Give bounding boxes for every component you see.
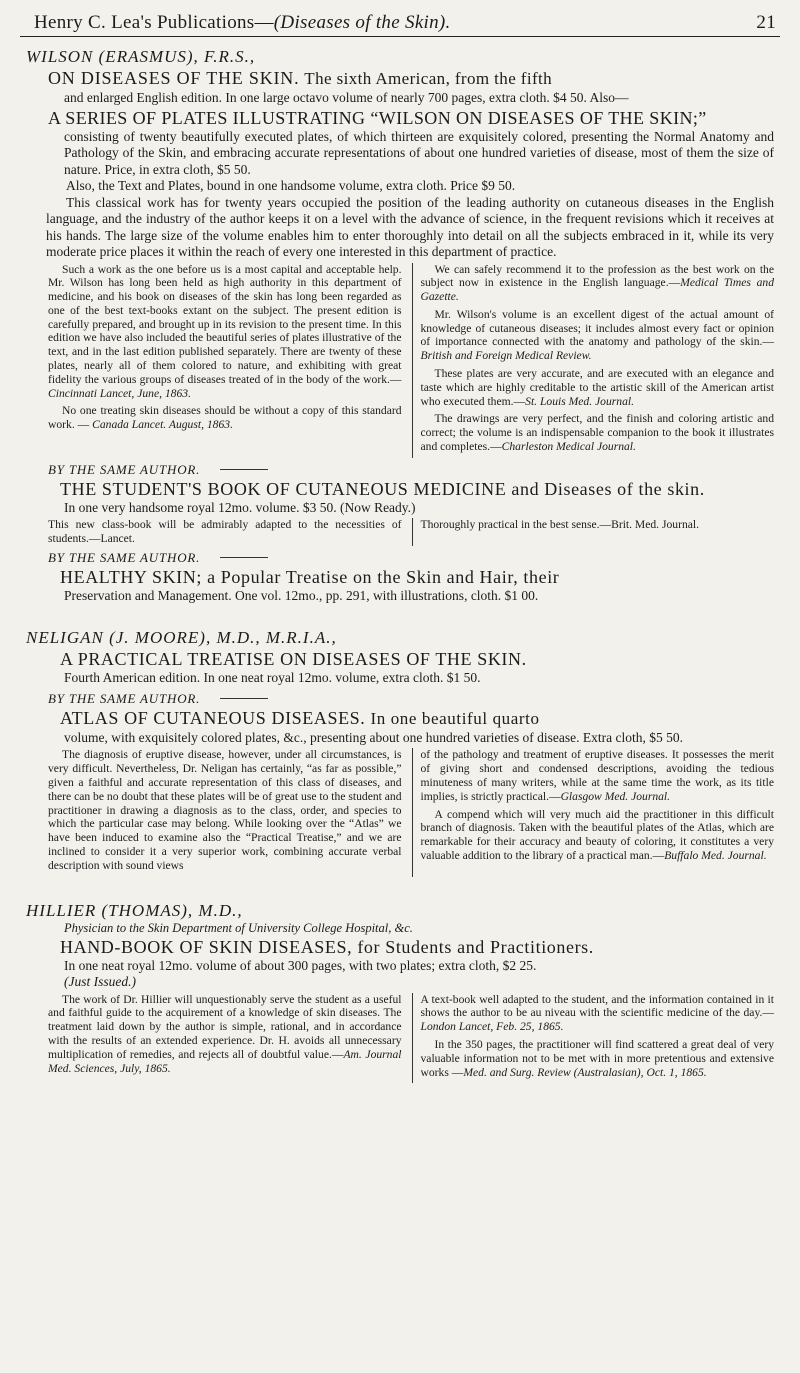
atlas-description: volume, with exquisitely colored plates, &c., presenting about one hundred varieties of disease. Extra cloth, $5 50.	[64, 729, 683, 745]
wilson-also: Also, the Text and Plates, bound in one handsome volume, extra cloth. Price $9 50.	[66, 178, 516, 193]
hillier-issued: (Just Issued.)	[64, 974, 136, 990]
atlas-review-left: The diagnosis of eruptive disease, however, under all circumstances, is very difficult. Nevertheless, Dr. Neligan has certainly, “as far as possible,” given a faithful and accurate representation of this class of diseases, and there can be no doubt that these plates will be of great use to the student and practitioner in drawing a diagnosis as to the class, order, and species to which the particular case may belong. While looking over the “Atlas” we have been induced to examine also the “Practical Treatise,” and we are inclined to consider it a very superior work, combining accurate verbal description with sound views	[48, 748, 402, 872]
by-same-author-1: BY THE SAME AUTHOR.	[48, 462, 780, 478]
wilson-description: and enlarged English edition. In one large octavo volume of nearly 700 pages, extra cloth. $4 50. Also—	[64, 90, 629, 105]
wilson-author: WILSON (ERASMUS), F.R.S.,	[26, 47, 256, 66]
hillier-affiliation: Physician to the Skin Department of University College Hospital, &c.	[64, 920, 413, 935]
wilson-reviews	[48, 263, 774, 458]
hillier-reviews	[48, 993, 774, 1084]
healthy-description: Preservation and Management. One vol. 12mo., pp. 291, with illustrations, cloth. $1 00.	[64, 587, 539, 603]
atlas-review-right: of the pathology and treatment of eruptive diseases. It possesses the merit of giving short and condensed descriptions, avoiding the tedious minuteness of many writers, while at the same time the work, as its title implies, is strictly practical.—Glasgow Med. Journal. A compend which will very much aid the practitioner in this difficult branch of diagnosis. Taken with the beautiful plates of the Atlas, which are remarkable for their accuracy and beauty of coloring, it constitutes a very valuable addition to the library of a practical man.—Buffalo Med. Journal.	[412, 748, 775, 876]
review: Mr. Wilson's volume is an excellent digest of the actual amount of knowledge of cutaneous diseases; it includes almost every fact or opinion of importance connected with the anatomy and pathology of the skin.—British and Foreign Medical Review.	[420, 307, 774, 363]
healthy-title: HEALTHY SKIN; a Popular Treatise on the Skin and Hair, their	[60, 566, 560, 587]
review: Such a work as the one before us is a most capital and acceptable help. Mr. Wilson has long been held as high authority in this department of medicine, and his book on diseases of the skin has long been regarded as one of the best text-books extant on the subject. The present edition is carefully prepared, and brought up in its revision to the present time. In this edition we have also included the beautiful series of plates illustrative of the text, and in the last edition published separately. There are twenty of these plates, nearly all of them colored to nature, and exhibiting with great fidelity the various groups of diseases treated of in the body of the work.—Cincinnati Lancet, June, 1863.	[48, 262, 402, 400]
hillier-review-right: A text-book well adapted to the student, and the information contained in it shows the author to be au niveau with the scientific medicine of the day.—London Lancet, Feb. 25, 1865. In the 350 pages, the practitioner will find scattered a great deal of very valuable information not to be met with in more pretentious and extensive works —Med. and Surg. Review (Australasian), Oct. 1, 1865.	[412, 993, 775, 1084]
by-same-author-2: BY THE SAME AUTHOR.	[48, 550, 780, 566]
neligan-title: A PRACTICAL TREATISE ON DISEASES OF THE SKIN.	[60, 649, 527, 670]
students-reviews	[48, 518, 774, 546]
review: We can safely recommend it to the profession as the best work on the subject now in existence in the English language.—Medical Times and Gazette.	[420, 262, 774, 304]
atlas-reviews	[48, 748, 774, 876]
atlas-title: ATLAS OF CUTANEOUS DISEASES. In one beautiful quarto	[60, 707, 540, 728]
page-number: 21	[756, 12, 776, 33]
by-same-author-3: BY THE SAME AUTHOR.	[48, 691, 780, 707]
wilson-entry	[20, 47, 780, 458]
neligan-author: NELIGAN (J. MOORE), M.D., M.R.I.A.,	[26, 628, 337, 648]
students-review-left: This new class-book will be admirably adapted to the necessities of students.—Lancet.	[48, 518, 402, 546]
students-description: In one very handsome royal 12mo. volume. $3 50. (Now Ready.)	[64, 499, 416, 515]
students-review-right: Thoroughly practical in the best sense.—Brit. Med. Journal.	[412, 518, 775, 546]
hillier-description: In one neat royal 12mo. volume of about 300 pages, with two plates; extra cloth, $2 25.	[64, 957, 537, 973]
wilson-plates-description: consisting of twenty beautifully executed plates, of which thirteen are exquisitely colored, presenting the Normal Anatomy and Pathology of the Skin, and embracing accurate representations of about one hundred varieties of disease, most of them the size of nature. Price, in extra cloth, $5 50.	[64, 128, 774, 177]
review: No one treating skin diseases should be without a copy of this standard work. — Canada Lancet. August, 1863.	[48, 404, 402, 432]
wilson-reviews-right	[412, 263, 775, 458]
wilson-title: ON DISEASES OF THE SKIN. The sixth American, from the fifth	[48, 68, 553, 88]
wilson-classical: This classical work has for twenty years occupied the position of the leading authority on cutaneous diseases in the English language, and the industry of the author keeps it on a level with the advance of science, in the frequent revisions which it receives at his hands. The large size of the volume enables him to enter thoroughly into detail on all the subjects embraced in it, while its very moderate price places it within the reach of every one interested in this department of practice.	[46, 194, 774, 259]
catalog-page	[20, 0, 780, 1083]
students-title: THE STUDENT'S BOOK OF CUTANEOUS MEDICINE and Diseases of the skin.	[60, 478, 705, 499]
hillier-author: HILLIER (THOMAS), M.D.,	[26, 900, 243, 920]
neligan-description: Fourth American edition. In one neat royal 12mo. volume, extra cloth. $1 50.	[64, 670, 481, 686]
hillier-review-left: The work of Dr. Hillier will unquestionably serve the student as a useful and faithful guide to the acquirement of a knowledge of skin diseases. The treatment laid down by the author is simple, rational, and in accordance with the results of an extended experience. Dr. H. avoids all unnecessary multiplication of remedies, and rejects all of doubtful value.—Am. Journal Med. Sciences, July, 1865.	[48, 992, 402, 1075]
wilson-reviews-left	[48, 263, 402, 458]
hillier-title: HAND-BOOK OF SKIN DISEASES, for Students and Practitioners.	[60, 936, 594, 957]
review: The drawings are very perfect, and the finish and coloring artistic and correct; the volume is an indispensable companion to the book it illustrates and completes.—Charleston Medical Journal.	[420, 412, 774, 454]
publisher-heading: Henry C. Lea's Publications—(Diseases of the Skin).	[34, 12, 451, 33]
wilson-plates-title: A SERIES OF PLATES ILLUSTRATING “WILSON ON DISEASES OF THE SKIN;”	[48, 107, 707, 128]
running-head	[20, 6, 780, 37]
review: These plates are very accurate, and are executed with an elegance and taste which are highly creditable to the artistic skill of the American artist who executed them.—St. Louis Med. Journal.	[420, 367, 774, 408]
